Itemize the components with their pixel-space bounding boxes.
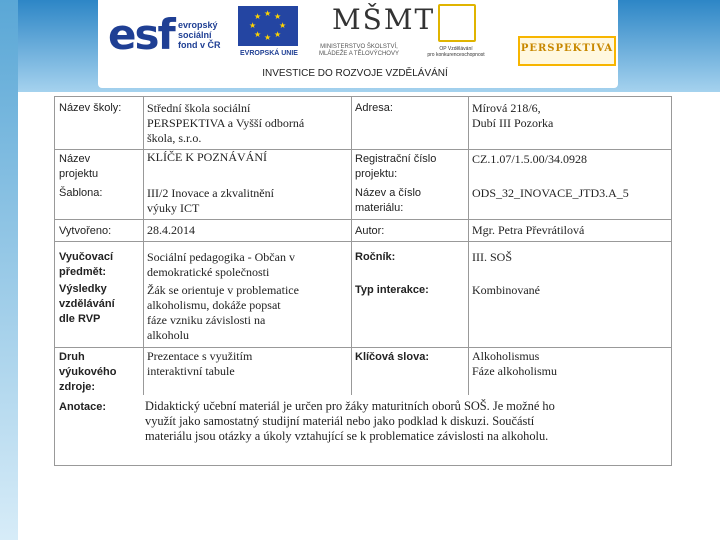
reg-label — [355, 152, 436, 182]
skola-value — [147, 101, 347, 146]
vysledky-line-1: Žák se orientuje v problematice — [147, 283, 299, 297]
msmt-logo — [300, 3, 436, 68]
anotace-line-2: využít jako samostatný studijní materiál nebo jako podklad k diskuzi. Součástí — [145, 414, 535, 428]
vytvoreno-label: Vytvořeno: — [59, 225, 112, 237]
klic-value — [472, 349, 557, 379]
perspektiva-logo — [518, 36, 616, 66]
interakce-value: Kombinované — [472, 283, 540, 297]
klic-label: Klíčová slova: — [355, 351, 429, 363]
vysledky-label-line-2: vzdělávání — [59, 298, 115, 310]
material-value: ODS_32_INOVACE_JTD3.A_5 — [472, 186, 629, 200]
klic-line-2: Fáze alkoholismu — [472, 364, 557, 378]
zdroj-line-2: interaktivní tabule — [147, 364, 235, 378]
predmet-value — [147, 250, 351, 280]
row-divider — [55, 219, 671, 220]
material-label-line-1: Název a číslo — [355, 187, 422, 199]
reg-label-line-2: projektu: — [355, 168, 398, 180]
predmet-label-line-2: předmět: — [59, 266, 107, 278]
esf-logo-text — [178, 20, 221, 50]
projekt-value: KLÍČE K POZNÁVÁNÍ — [147, 150, 267, 164]
predmet-line-1: Sociální pedagogika - Občan v — [147, 250, 295, 264]
skola-label: Název školy: — [59, 102, 122, 114]
predmet-label — [59, 250, 113, 280]
perspektiva-logo-text: PERSPEKTIVA — [520, 43, 614, 54]
zdroj-label-line-2: výukového — [59, 366, 117, 378]
column-divider-2 — [351, 97, 352, 395]
row-divider — [55, 347, 671, 348]
esf-line-1: evropský — [178, 20, 218, 30]
eu-logo — [232, 6, 306, 64]
msmt-line-1: MINISTERSTVO ŠKOLSTVÍ, — [320, 44, 398, 50]
skola-line-3: škola, s.r.o. — [147, 131, 202, 145]
eu-label: EVROPSKÁ UNIE — [240, 50, 298, 57]
vysledky-label-line-3: dle RVP — [59, 313, 101, 325]
column-divider-1 — [143, 97, 144, 395]
investice-slogan: INVESTICE DO ROZVOJE VZDĚLÁVÁNÍ — [262, 68, 448, 79]
anotace-value — [145, 399, 669, 444]
logo-strip — [98, 0, 618, 88]
klic-line-1: Alkoholismus — [472, 349, 540, 363]
anotace-line-3: materiálu jsou otázky a úkoly vztahující se k problematice závislosti na alkoholu. — [145, 429, 549, 443]
msmt-logo-mark: MŠMT — [332, 3, 436, 36]
autor-value: Mgr. Petra Převrátilová — [472, 223, 585, 237]
row-divider — [55, 241, 671, 242]
autor-label: Autor: — [355, 225, 385, 237]
rocnik-value: III. SOŠ — [472, 250, 513, 264]
vysledky-label — [59, 282, 115, 327]
zdroj-label — [59, 350, 116, 395]
skola-line-1: Střední škola sociální — [147, 101, 251, 115]
adresa-line-1: Mírová 218/6, — [472, 101, 541, 115]
predmet-line-2: demokratické společnosti — [147, 265, 270, 279]
esf-line-2: sociální — [178, 30, 212, 40]
vytvoreno-value: 28.4.2014 — [147, 223, 195, 237]
column-divider-3 — [468, 97, 469, 395]
reg-label-line-1: Registrační číslo — [355, 153, 437, 165]
vysledky-line-2: alkoholismu, dokáže popsat — [147, 298, 281, 312]
op-logo — [420, 2, 492, 68]
metadata-table — [54, 96, 672, 466]
op-logo-icon — [438, 4, 476, 42]
msmt-line-2: MLÁDEŽE A TĚLOVÝCHOVY — [319, 51, 399, 57]
esf-logo — [108, 6, 230, 64]
sablona-line-1: III/2 Inovace a zkvalitnění — [147, 186, 274, 200]
vysledky-line-3: fáze vzniku závislosti na — [147, 313, 266, 327]
predmet-label-line-1: Vyučovací — [59, 251, 114, 263]
msmt-logo-text — [300, 44, 418, 58]
eu-flag-icon: ★ ★ ★ ★ ★ ★ ★ ★ — [238, 6, 298, 46]
anotace-line-1: Didaktický učební materiál je určen pro žáky maturitních oborů SOŠ. Je možné ho — [145, 399, 555, 413]
anotace-label: Anotace: — [59, 401, 107, 413]
adresa-label: Adresa: — [355, 102, 393, 114]
sablona-line-2: výuky ICT — [147, 201, 200, 215]
sablona-value — [147, 186, 347, 216]
zdroj-label-line-3: zdroje: — [59, 381, 96, 393]
zdroj-value — [147, 349, 351, 379]
left-decoration-bar — [0, 0, 18, 540]
reg-value: CZ.1.07/1.5.00/34.0928 — [472, 152, 588, 166]
vysledky-line-4: alkoholu — [147, 328, 189, 342]
material-label-line-2: materiálu: — [355, 202, 404, 214]
zdroj-label-line-1: Druh — [59, 351, 85, 363]
rocnik-label: Ročník: — [355, 251, 396, 263]
vysledky-value — [147, 283, 351, 343]
projekt-label-line-1: Název — [59, 153, 91, 165]
esf-line-3: fond v ČR — [178, 40, 221, 50]
adresa-value — [472, 101, 667, 131]
op-logo-text — [420, 46, 492, 58]
adresa-line-2: Dubí III Pozorka — [472, 116, 554, 130]
vysledky-label-line-1: Výsledky — [59, 283, 107, 295]
esf-logo-mark: esf — [108, 10, 174, 59]
projekt-label — [59, 152, 98, 182]
skola-line-2: PERSPEKTIVA a Vyšší odborná — [147, 116, 305, 130]
zdroj-line-1: Prezentace s využitím — [147, 349, 253, 363]
op-line-1: OP Vzdělávání — [439, 46, 473, 52]
projekt-label-line-2: projektu — [59, 168, 99, 180]
interakce-label: Typ interakce: — [355, 284, 429, 296]
op-line-2: pro konkurenceschopnost — [427, 52, 485, 58]
material-label — [355, 186, 421, 216]
sablona-label: Šablona: — [59, 187, 103, 199]
